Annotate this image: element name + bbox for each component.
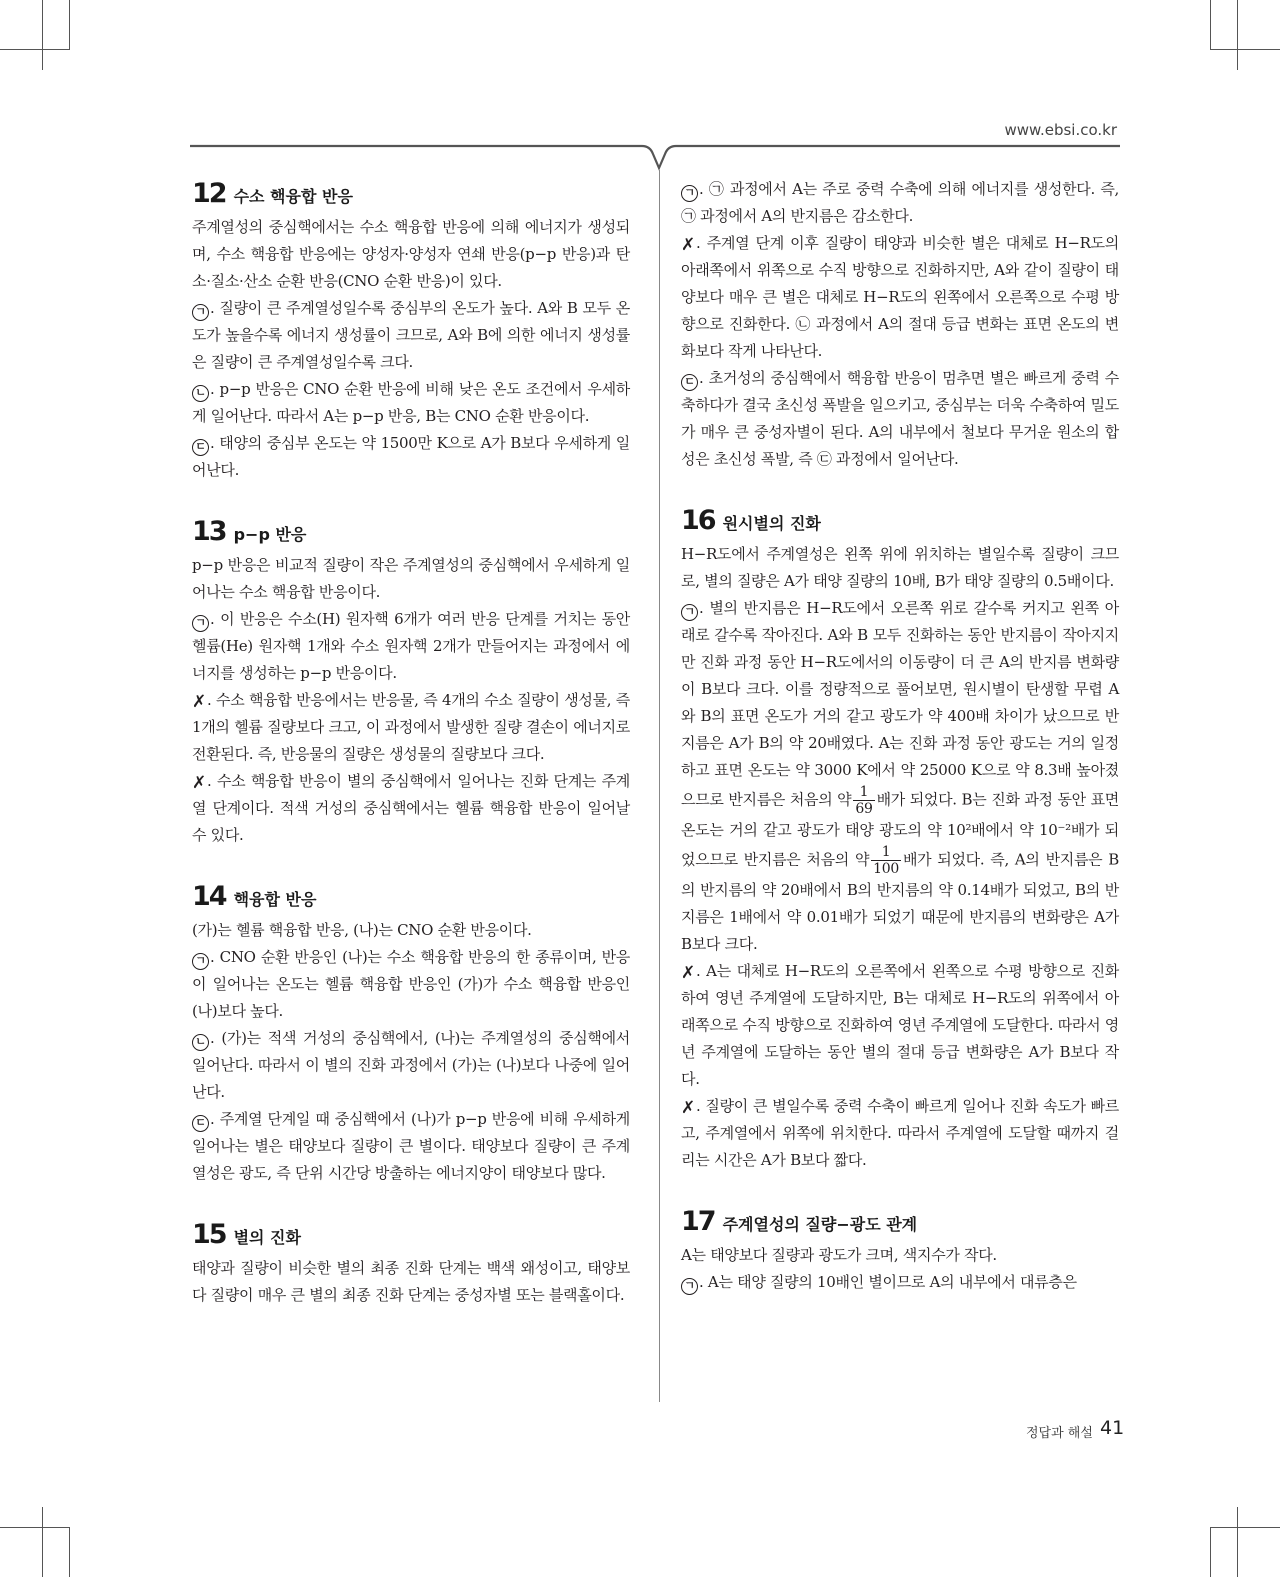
section-13 bbox=[192, 516, 630, 849]
answer-paragraph-d: ✗. 수소 핵융합 반응이 별의 중심핵에서 일어나는 진화 단계는 주계열 단계이다. 적색 거성의 중심핵에서는 헬륨 핵융합 반응이 일어날 수 있다. bbox=[192, 772, 630, 844]
answer-paragraph-g: ㄱ . A는 태양 질량의 10배인 별이므로 A의 내부에서 대류층은 bbox=[681, 1269, 1119, 1296]
section-title: 원시별의 진화 bbox=[722, 514, 821, 533]
section-number: 17 bbox=[681, 1206, 715, 1237]
answer-paragraph-d: ㄷ . 초거성의 중심핵에서 핵융합 반응이 멈추면 별은 빠르게 중력 수축하다가 결국 초신성 폭발을 일으키고, 중심부는 더욱 수축하여 밀도가 매우 큰 중성자별이 된다. A의 내부에서 철보다 무거운 원소의 합성은 초신성 폭발, 즉 ㉢ 과정에서 일어난다. bbox=[681, 369, 1119, 468]
section-16 bbox=[681, 505, 1119, 1174]
answer-paragraph-g: ㄱ . 별의 반지름은 H−R도에서 오른쪽 위로 갈수록 커지고 왼쪽 아래로 갈수록 작아진다. A와 B 모두 진화하는 동안 반지름이 작아지지만 진화 과정 동안 H−R도에서의 이동량이 더 큰 A의 반지름 변화량이 B보다 크다. 이를 정량적으로 풀어보면, 원시별이 탄생할 무렵 A와 B의 표면 온도가 거의 같고 광도가 약 400배 차이가 났으므로 반지름은 A가 B의 약 20배였다. A는 진화 과정 동안 광도는 거의 일정하고 표면 온도는 약 3000 K에서 약 25000 K으로 약 8.3배 높아졌으므로 반지름은 처음의 약 $\frac{1}{69}$ 배가 되었다. B는 진화 과정 동안 표면 온도는 거의 같고 광도가 태양 광도의 약 10²배에서 약 10⁻²배가 되었으므로 반지름은 처음의 약 $\frac{1}{100}$ 배가 되었다. 즉, A의 반지름은 B의 반지름의 약 20배에서 B의 반지름의 약 0.14배가 되었고, B의 반지름은 1배에서 약 0.01배가 되었기 때문에 반지름의 변화량은 A가 B보다 크다. bbox=[681, 599, 1120, 953]
section-number: 15 bbox=[192, 1219, 226, 1250]
answer-paragraph-n: ✗. 수소 핵융합 반응에서는 반응물, 즉 4개의 수소 질량이 생성물, 즉 1개의 헬륨 질량보다 크고, 이 과정에서 발생한 질량 결손이 에너지로 전환된다. 즉, 반응물의 질량은 생성물의 질량보다 크다. bbox=[192, 691, 630, 763]
crop-mark bbox=[42, 0, 43, 70]
answer-paragraph-g: ㄱ . 이 반응은 수소(H) 원자핵 6개가 여러 반응 단계를 거치는 동안 헬륨(He) 원자핵 1개와 수소 원자핵 2개가 만들어지는 과정에서 에너지를 생성하는 p−p 반응이다. bbox=[192, 610, 630, 682]
answer-paragraph-g: ㄱ . 질량이 큰 주계열성일수록 중심부의 온도가 높다. A와 B 모두 온도가 높을수록 에너지 생성률이 크므로, A와 B에 의한 에너지 생성률은 질량이 큰 주계열성일수록 크다. bbox=[192, 299, 630, 371]
correct-mark-g-icon: ㄱ bbox=[681, 1278, 698, 1295]
section-title: 주계열성의 질량−광도 관계 bbox=[722, 1215, 918, 1234]
answer-paragraph-n: ㄴ . p−p 반응은 CNO 순환 반응에 비해 낮은 온도 조건에서 우세하게 일어난다. 따라서 A는 p−p 반응, B는 CNO 순환 반응이다. bbox=[192, 380, 630, 425]
crop-mark bbox=[1210, 1527, 1280, 1528]
crop-mark bbox=[69, 0, 70, 50]
correct-mark-d-icon: ㄷ bbox=[192, 439, 209, 456]
correct-mark-g-icon: ㄱ bbox=[681, 604, 698, 621]
section-12 bbox=[192, 178, 630, 484]
fraction-1-69: $\frac{1}{69}$ bbox=[855, 784, 873, 817]
answer-paragraph-d: ㄷ . 태양의 중심부 온도는 약 1500만 K으로 A가 B보다 우세하게 일어난다. bbox=[192, 434, 630, 479]
section-title: 수소 핵융합 반응 bbox=[233, 187, 353, 206]
section-header bbox=[681, 1206, 1119, 1242]
section-number: 13 bbox=[192, 516, 226, 547]
wrong-mark-n-icon: ✗ bbox=[681, 235, 695, 255]
fraction-1-100: $\frac{1}{100}$ bbox=[873, 844, 899, 877]
wrong-mark-n-icon: ✗ bbox=[681, 963, 695, 983]
correct-mark-d-icon: ㄷ bbox=[681, 374, 698, 391]
intro-paragraph: 주계열성의 중심핵에서는 수소 핵융합 반응에 의해 에너지가 생성되며, 수소 핵융합 반응에는 양성자·양성자 연쇄 반응(p−p 반응)과 탄소·질소·산소 순환 반응(CNO 순환 반응)이 있다. bbox=[192, 218, 630, 290]
section-header bbox=[192, 516, 630, 552]
answer-paragraph-d: ㄷ . 주계열 단계일 때 중심핵에서 (나)가 p−p 반응에 비해 우세하게 일어나는 별은 태양보다 질량이 큰 별이다. 태양보다 질량이 큰 주계열성은 광도, 즉 단위 시간당 방출하는 에너지양이 태양보다 많다. bbox=[192, 1110, 630, 1182]
crop-mark bbox=[1237, 0, 1238, 70]
crop-mark bbox=[1210, 0, 1211, 50]
section-title: 별의 진화 bbox=[233, 1228, 301, 1247]
section-header bbox=[192, 881, 630, 917]
crop-mark bbox=[1210, 1527, 1211, 1577]
answer-paragraph-g: ㄱ . CNO 순환 반응인 (나)는 수소 핵융합 반응의 한 종류이며, 반응이 일어나는 온도는 헬륨 핵융합 반응인 (가)가 수소 핵융합 반응인 (나)보다 높다. bbox=[192, 948, 630, 1020]
section-header bbox=[192, 1219, 630, 1255]
correct-mark-n-icon: ㄴ bbox=[192, 385, 209, 402]
left-column bbox=[192, 176, 630, 1341]
section-14 bbox=[192, 881, 630, 1187]
crop-mark bbox=[42, 1507, 43, 1577]
intro-paragraph: 태양과 질량이 비슷한 별의 최종 진화 단계는 백색 왜성이고, 태양보다 질량이 매우 큰 별의 최종 진화 단계는 중성자별 또는 블랙홀이다. bbox=[192, 1259, 630, 1304]
correct-mark-g-icon: ㄱ bbox=[192, 304, 209, 321]
crop-mark bbox=[0, 49, 70, 50]
right-column bbox=[681, 176, 1119, 1328]
answer-paragraph-g: ㄱ . ㉠ 과정에서 A는 주로 중력 수축에 의해 에너지를 생성한다. 즉, ㉠ 과정에서 A의 반지름은 감소한다. bbox=[681, 180, 1119, 225]
answer-paragraph-d: ✗. 질량이 큰 별일수록 중력 수축이 빠르게 일어나 진화 속도가 빠르고, 주계열에서 위쪽에 위치한다. 따라서 주계열에 도달할 때까지 걸리는 시간은 A가 B보다 짧다. bbox=[681, 1097, 1119, 1169]
answer-paragraph-n: ✗. 주계열 단계 이후 질량이 태양과 비슷한 별은 대체로 H−R도의 아래쪽에서 위쪽으로 수직 방향으로 진화하지만, A와 같이 질량이 태양보다 매우 큰 별은 대체로 H−R도의 왼쪽에서 오른쪽으로 수평 방향으로 진화한다. ㉡ 과정에서 A의 절대 등급 변화는 표면 온도의 변화보다 작게 나타난다. bbox=[681, 234, 1119, 360]
crop-mark bbox=[1210, 49, 1280, 50]
section-title: p−p 반응 bbox=[233, 525, 307, 544]
crop-mark bbox=[1237, 1507, 1238, 1577]
section-15-continued bbox=[681, 176, 1119, 473]
column-divider bbox=[659, 170, 660, 1402]
intro-paragraph: A는 태양보다 질량과 광도가 크며, 색지수가 작다. bbox=[681, 1246, 997, 1264]
section-header bbox=[681, 505, 1119, 541]
intro-paragraph: p−p 반응은 비교적 질량이 작은 주계열성의 중심핵에서 우세하게 일어나는 수소 핵융합 반응이다. bbox=[192, 556, 630, 601]
section-number: 12 bbox=[192, 178, 226, 209]
correct-mark-g-icon: ㄱ bbox=[192, 615, 209, 632]
crop-mark bbox=[69, 1527, 70, 1577]
wrong-mark-d-icon: ✗ bbox=[681, 1098, 695, 1118]
section-number: 14 bbox=[192, 881, 226, 912]
crop-mark bbox=[0, 1527, 70, 1528]
wrong-mark-n-icon: ✗ bbox=[192, 692, 206, 712]
correct-mark-n-icon: ㄴ bbox=[192, 1034, 209, 1051]
section-15 bbox=[192, 1219, 630, 1309]
section-title: 핵융합 반응 bbox=[233, 890, 317, 909]
correct-mark-g-icon: ㄱ bbox=[192, 953, 209, 970]
intro-paragraph: (가)는 헬륨 핵융합 반응, (나)는 CNO 순환 반응이다. bbox=[192, 921, 532, 939]
site-url: www.ebsi.co.kr bbox=[1004, 121, 1117, 139]
header-rule bbox=[190, 140, 1120, 180]
section-number: 16 bbox=[681, 505, 715, 536]
page-number: 41 bbox=[1100, 1417, 1125, 1439]
section-17 bbox=[681, 1206, 1119, 1296]
wrong-mark-d-icon: ✗ bbox=[192, 773, 206, 793]
section-header bbox=[192, 178, 630, 214]
answer-paragraph-n: ㄴ . (가)는 적색 거성의 중심핵에서, (나)는 주계열성의 중심핵에서 일어난다. 따라서 이 별의 진화 과정에서 (가)는 (나)보다 나중에 일어난다. bbox=[192, 1029, 630, 1101]
answer-paragraph-n: ✗. A는 대체로 H−R도의 오른쪽에서 왼쪽으로 수평 방향으로 진화하여 영년 주계열에 도달하지만, B는 대체로 H−R도의 위쪽에서 아래쪽으로 수직 방향으로 진화하여 영년 주계열에 도달한다. 따라서 영년 주계열에 도달하는 동안 별의 절대 등급 변화량은 A가 B보다 작다. bbox=[681, 962, 1119, 1088]
correct-mark-g-icon: ㄱ bbox=[681, 185, 698, 202]
footer-label: 정답과 해설 bbox=[1026, 1426, 1093, 1441]
intro-paragraph: H−R도에서 주계열성은 왼쪽 위에 위치하는 별일수록 질량이 크므로, 별의 질량은 A가 태양 질량의 10배, B가 태양 질량의 0.5배이다. bbox=[681, 545, 1119, 590]
correct-mark-d-icon: ㄷ bbox=[192, 1115, 209, 1132]
